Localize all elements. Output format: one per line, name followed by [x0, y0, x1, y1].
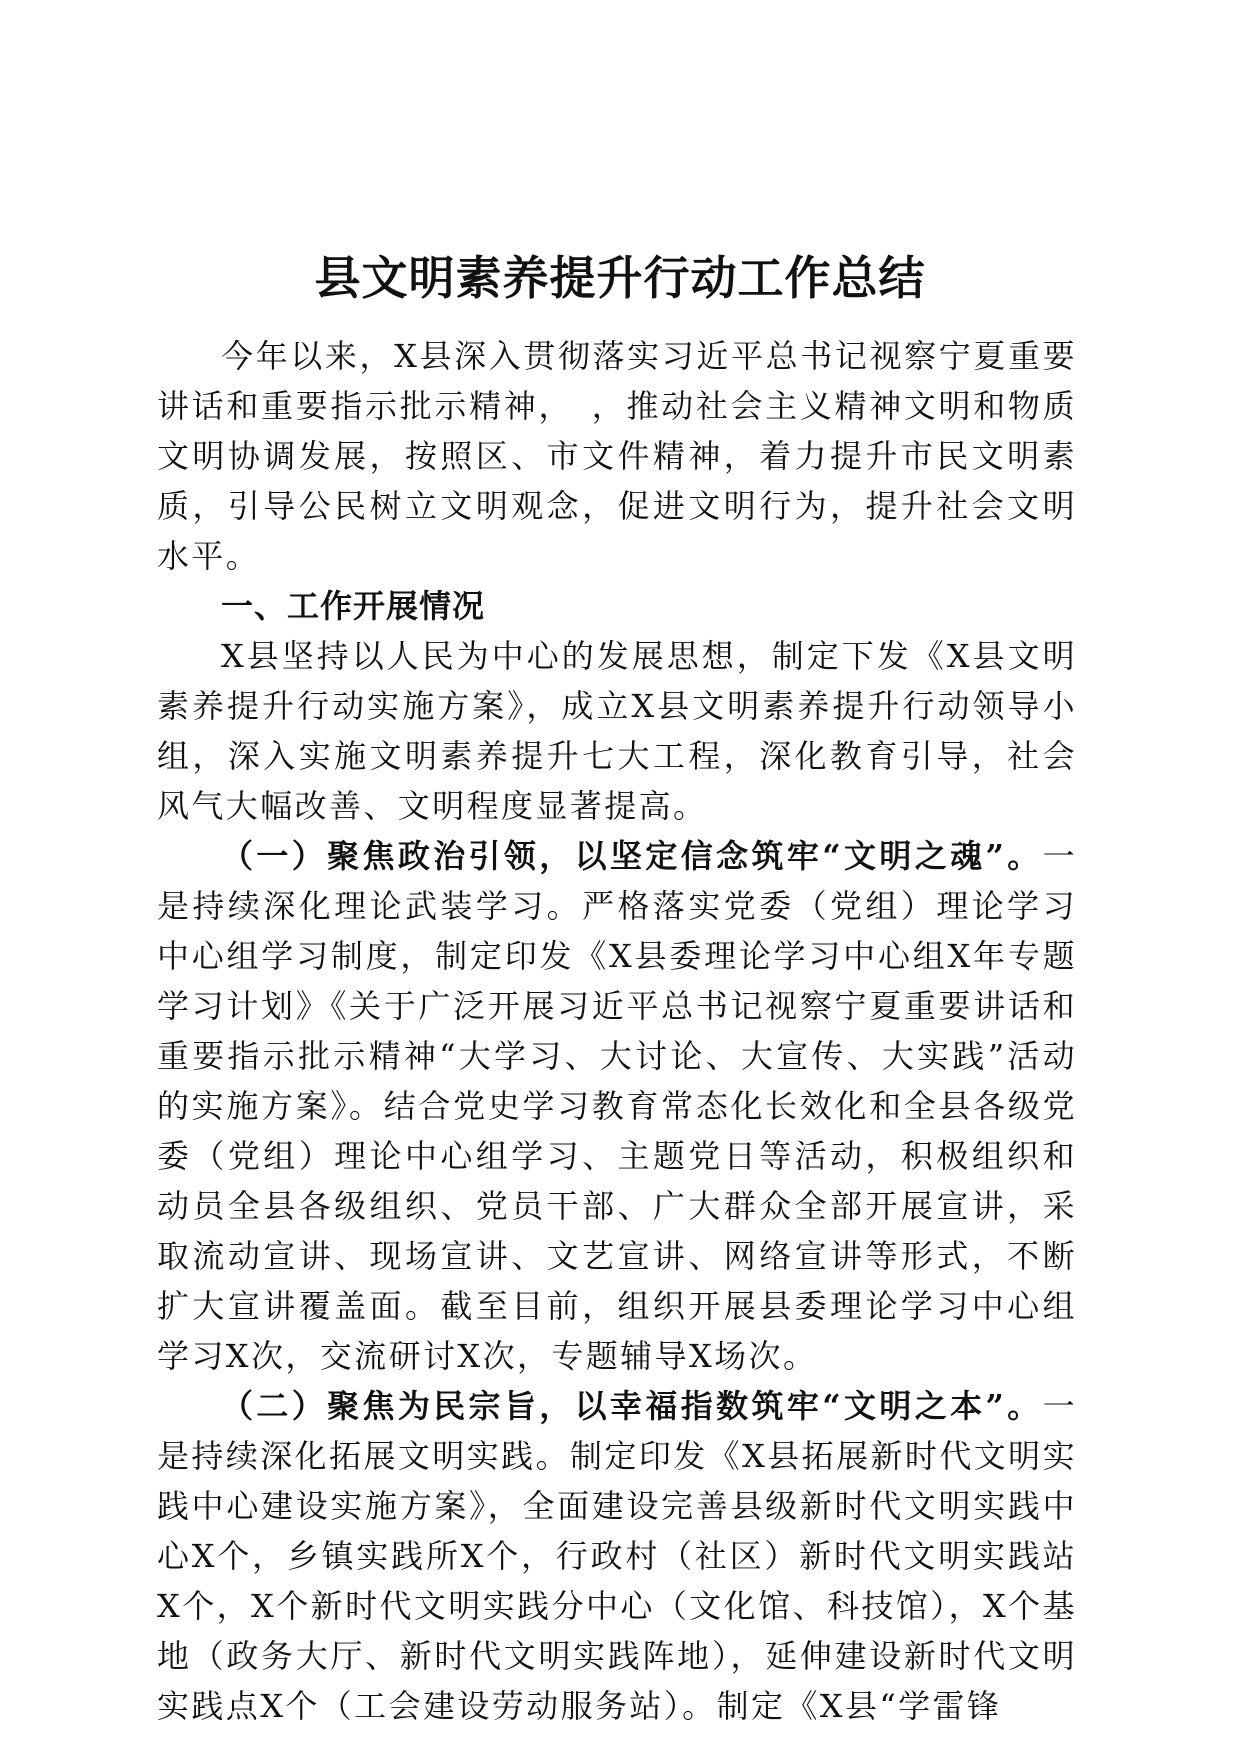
item-body-political-guidance: 一是持续深化理论武装学习。严格落实党委（党组）理论学习中心组学习制度，制定印发《X县委理论学习中心组X年专题学习计划》《关于广泛开展习近平总书记视察宁夏重要讲话和重要指示批示精神“大学习、大讨论、大宣传、大实践”活动的实施方案》。结合党史学习教育常态化长效化和全县各级党委（党组）理论中心组学习、主题党日等活动，积极组织和动员全县各级组织、党员干部、广大群众全部开展宣讲，采取流动宣讲、现场宣讲、文艺宣讲、网络宣讲等形式，不断扩大宣讲覆盖面。截至目前，组织开展县委理论学习中心组学习X次，交流研讨X次，专题辅导X场次。 [157, 837, 1077, 1375]
section-paragraph-overview: X县坚持以人民为中心的发展思想，制定下发《X县文明素养提升行动实施方案》，成立X县文明素养提升行动领导小组，深入实施文明素养提升七大工程，深化教育引导，社会风气大幅改善、文明程度显著提高。 [157, 637, 1077, 825]
item-paragraph-people-oriented [157, 1381, 1077, 1731]
document-body [157, 331, 1077, 1731]
item-paragraph-political-guidance [157, 831, 1077, 1381]
intro-paragraph: 今年以来，X县深入贯彻落实习近平总书记视察宁夏重要讲话和重要指示批示精神， ，推动社会主义精神文明和物质文明协调发展，按照区、市文件精神，着力提升市民文明素质，引导公民树立文明观念，促进文明行为，提升社会文明水平。 [157, 337, 1077, 575]
document-title: 县文明素养提升行动工作总结 [314, 251, 926, 305]
item-body-people-oriented: 一是持续深化拓展文明实践。制定印发《X县拓展新时代文明实践中心建设实施方案》，全面建设完善县级新时代文明实践中心X个，乡镇实践所X个，行政村（社区）新时代文明实践站X个，X个新时代文明实践分中心（文化馆、科技馆），X个基地（政务大厅、新时代文明实践阵地），延伸建设新时代文明实践点X个（工会建设劳动服务站）。制定《X县“学雷锋 [157, 1387, 1077, 1725]
section-heading-work-status: 一、工作开展情况 [221, 587, 486, 625]
item-heading-people-oriented: （二）聚焦为民宗旨，以幸福指数筑牢“文明之本”。 [221, 1387, 1043, 1425]
item-heading-political-guidance: （一）聚焦政治引领，以坚定信念筑牢“文明之魂”。 [221, 837, 1043, 875]
